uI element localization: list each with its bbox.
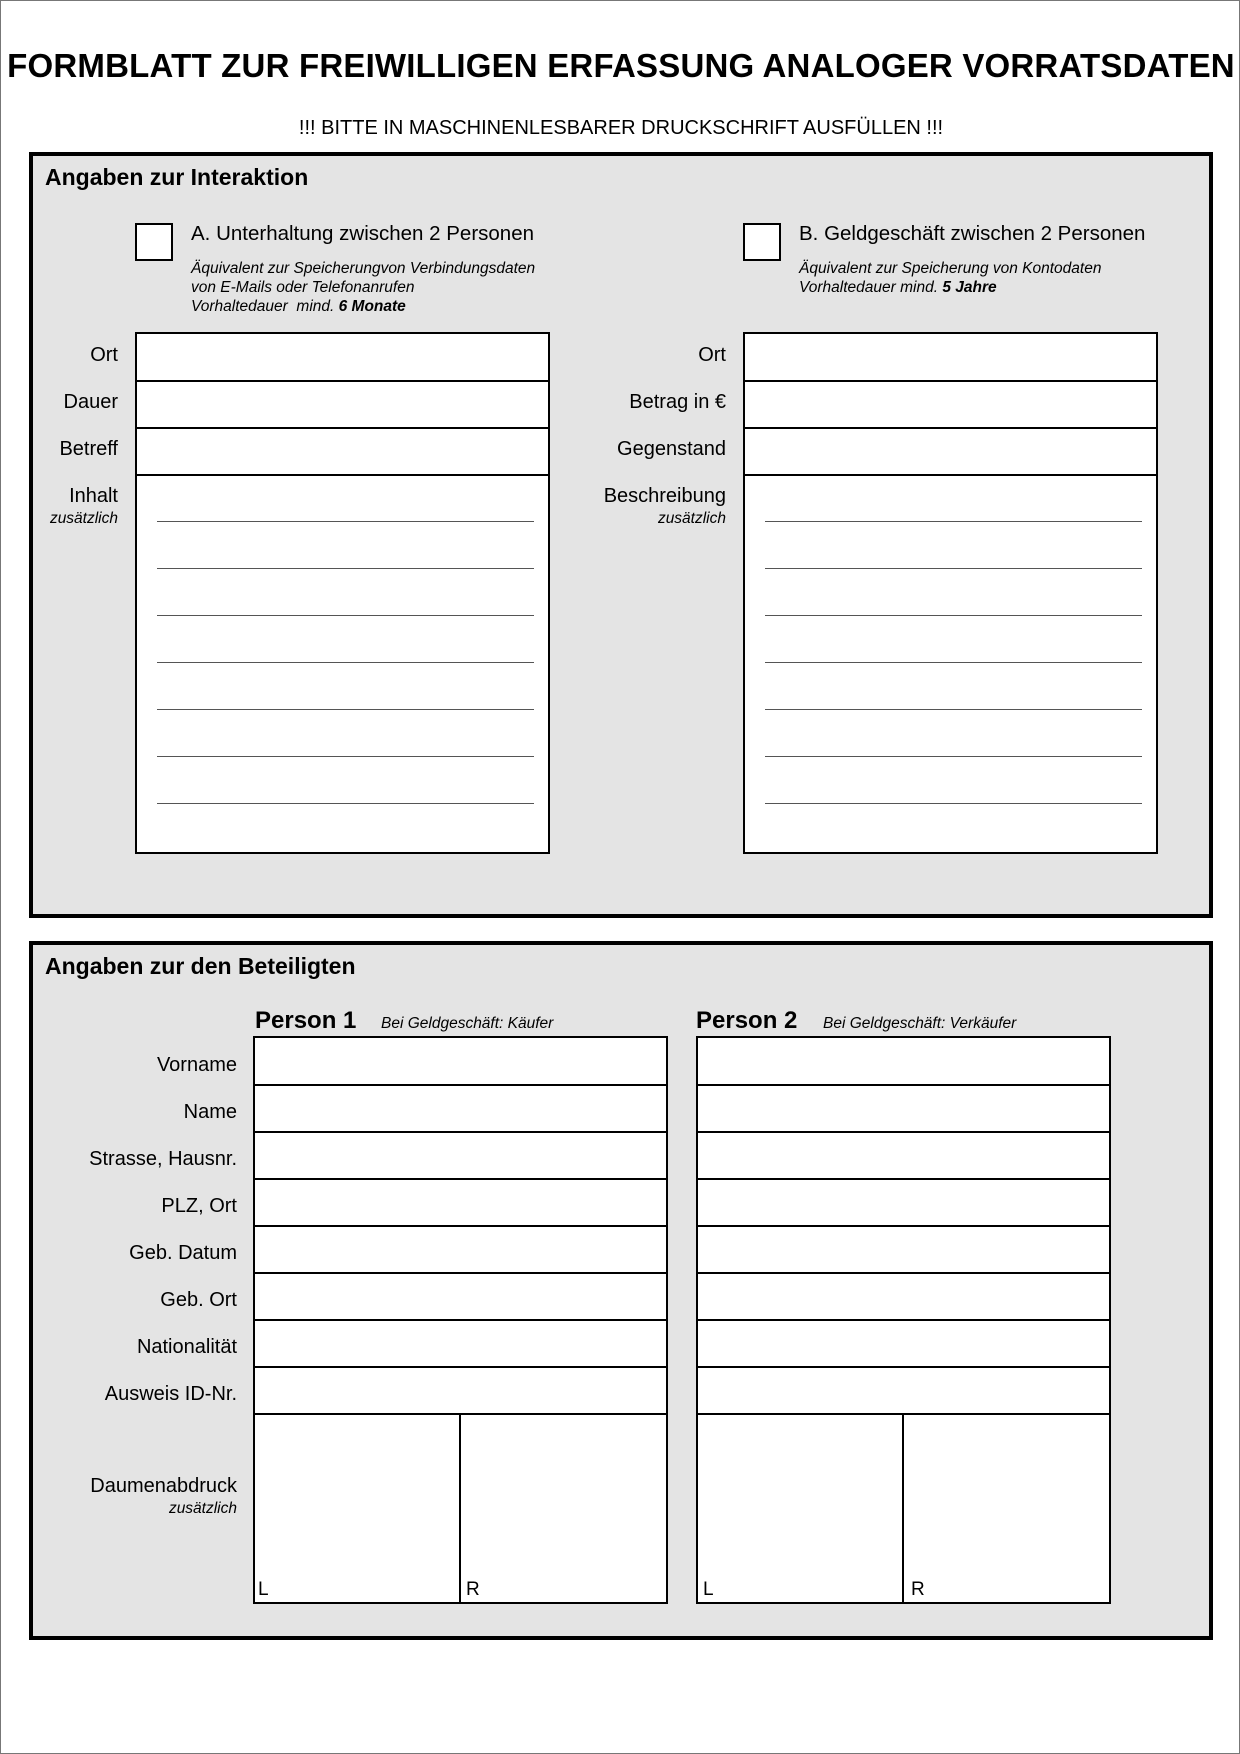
section-interaction [29,152,1213,918]
option-a-title: A. Unterhaltung zwischen 2 Personen [191,222,535,245]
person-2-strasse-input[interactable] [698,1131,1109,1178]
writing-line [157,615,534,616]
option-a-retention-period: 6 Monate [338,298,406,315]
person-1-thumb-left[interactable] [255,1415,460,1602]
person-2-thumb-left-label: L [703,1579,714,1600]
person-1-heading: Person 1 [255,1007,357,1034]
form-instruction: !!! BITTE IN MASCHINENLESBARER DRUCKSCHRIFT AUSFÜLLEN !!! [298,117,944,139]
option-b-label-gegenstand: Gegenstand [617,438,726,460]
option-a-desc-line2: von E-Mails oder Telefonanrufen [191,279,415,296]
option-b-title: B. Geldgeschäft zwischen 2 Personen [799,222,1146,245]
person-2-vorname-input[interactable] [698,1038,1109,1084]
writing-line [765,709,1142,710]
option-b-checkbox[interactable] [743,223,781,261]
option-b-beschreibung-input[interactable] [745,474,1156,852]
option-b-retention-prefix: Vorhaltedauer mind. [799,279,943,296]
writing-line [157,568,534,569]
person-1-name-input[interactable] [255,1084,666,1131]
person-2-geb-datum-input[interactable] [698,1225,1109,1272]
person-1-thumb-right[interactable] [461,1415,666,1602]
option-a-inhalt-input[interactable] [137,474,548,852]
option-b-retention-period: 5 Jahre [942,279,997,296]
option-a-checkbox[interactable] [135,223,173,261]
option-b-label-beschreibung-sub: zusätzlich [657,510,726,527]
person-2-thumb-right-label: R [911,1579,925,1600]
writing-line [765,568,1142,569]
person-2-name-input[interactable] [698,1084,1109,1131]
person-2-thumb-right[interactable] [904,1415,1109,1602]
option-a-label-ort: Ort [90,344,118,366]
option-a-label-inhalt-sub: zusätzlich [49,510,118,527]
person-1-plz-ort-input[interactable] [255,1178,666,1225]
person-2-nationalitaet-input[interactable] [698,1319,1109,1366]
person-1-thumbprint-area [255,1413,666,1602]
option-b-ort-input[interactable] [745,334,1156,380]
option-b-label-betrag: Betrag in € [629,391,726,413]
option-a-retention-prefix: Vorhaltedauer mind. [191,298,339,315]
option-b-fields [743,332,1158,854]
option-a-label-inhalt: Inhalt [69,485,118,507]
label-geb-datum: Geb. Datum [129,1242,237,1264]
option-b-desc-line2 [799,278,1101,297]
person-1-thumb-left-label: L [258,1579,269,1600]
label-name: Name [183,1101,237,1123]
writing-line [157,662,534,663]
writing-line [157,709,534,710]
writing-line [765,521,1142,522]
person-2-plz-ort-input[interactable] [698,1178,1109,1225]
label-vorname: Vorname [156,1054,237,1076]
writing-line [157,756,534,757]
person-2-thumb-left[interactable] [698,1415,903,1602]
option-a-fields [135,332,550,854]
option-b-betrag-input[interactable] [745,380,1156,427]
label-ausweis: Ausweis ID-Nr. [104,1383,237,1405]
person-1-nationalitaet-input[interactable] [255,1319,666,1366]
writing-line [765,756,1142,757]
person-1-vorname-input[interactable] [255,1038,666,1084]
option-a-label-betreff: Betreff [59,438,118,460]
label-plz-ort: PLZ, Ort [161,1195,237,1217]
option-b-description [799,259,1101,297]
person-2-thumbprint-area [698,1413,1109,1602]
person-1-geb-datum-input[interactable] [255,1225,666,1272]
option-b-label-ort: Ort [698,344,726,366]
option-b-gegenstand-input[interactable] [745,427,1156,474]
label-strasse: Strasse, Hausnr. [89,1148,237,1170]
label-daumenabdruck: Daumenabdruck [90,1475,237,1497]
person-2-geb-ort-input[interactable] [698,1272,1109,1319]
option-b-desc-line1: Äquivalent zur Speicherung von Kontodaten [799,260,1102,277]
person-1-note: Bei Geldgeschäft: Käufer [381,1015,554,1032]
writing-line [765,803,1142,804]
person-2-fields [696,1036,1111,1604]
option-b-label-beschreibung: Beschreibung [603,485,726,507]
person-1-strasse-input[interactable] [255,1131,666,1178]
person-2-ausweis-input[interactable] [698,1366,1109,1413]
person-1-ausweis-input[interactable] [255,1366,666,1413]
writing-line [157,521,534,522]
writing-line [157,803,534,804]
person-1-geb-ort-input[interactable] [255,1272,666,1319]
person-2-note: Bei Geldgeschäft: Verkäufer [823,1015,1017,1032]
writing-line [765,615,1142,616]
person-2-heading: Person 2 [696,1007,798,1034]
form-title: FORMBLATT ZUR FREIWILLIGEN ERFASSUNG ANALOGER VORRATSDATEN [7,47,1235,84]
label-daumenabdruck-sub: zusätzlich [168,1500,237,1517]
person-1-thumb-right-label: R [466,1579,480,1600]
option-a-desc-line3 [191,297,535,316]
section-interaction-title: Angaben zur Interaktion [45,164,309,190]
option-a-label-dauer: Dauer [63,391,118,413]
option-a-ort-input[interactable] [137,334,548,380]
section-participants [29,941,1213,1640]
label-nationalitaet: Nationalität [136,1336,237,1358]
option-a-betreff-input[interactable] [137,427,548,474]
option-a-description [191,259,535,316]
person-1-fields [253,1036,668,1604]
section-participants-title: Angaben zur den Beteiligten [45,953,356,979]
option-a-desc-line1: Äquivalent zur Speicherungvon Verbindungsdaten [191,260,536,277]
writing-line [765,662,1142,663]
option-a-dauer-input[interactable] [137,380,548,427]
label-geb-ort: Geb. Ort [160,1289,237,1311]
